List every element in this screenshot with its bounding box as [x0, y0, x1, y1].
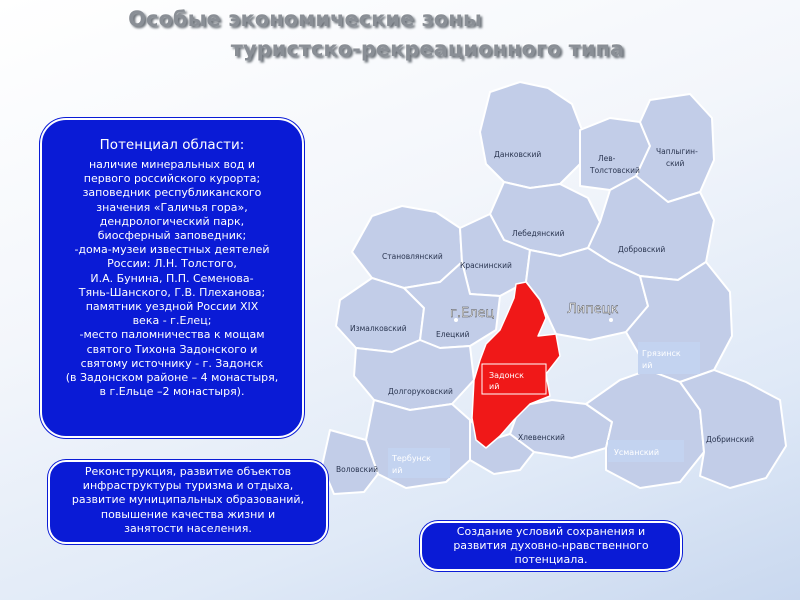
- preservation-line: развития духовно-нравственного: [453, 539, 649, 553]
- district-label-gryazinsky-2: ий: [642, 361, 653, 370]
- potential-line: века - г.Елец;: [132, 314, 212, 328]
- district-label-zadonsky-2: ий: [489, 382, 500, 391]
- district-label-lev-tolstovsky-2: Толстовский: [590, 166, 640, 175]
- potential-panel: [40, 118, 304, 438]
- district-label-gryazinsky-1: Грязинск: [642, 349, 681, 358]
- district-dankovsky: [480, 82, 582, 188]
- reconstruction-line: занятости населения.: [124, 521, 252, 535]
- district-label-chaplyginsky-2: ский: [666, 159, 685, 168]
- district-label-volovsky: Воловский: [336, 465, 378, 474]
- district-label-khlevensky: Хлевенский: [518, 433, 565, 442]
- potential-heading: Потенциал области:: [99, 137, 245, 153]
- reconstruction-line: Реконструкция, развитие объектов: [84, 465, 292, 478]
- preservation-line: потенциала.: [514, 553, 588, 567]
- potential-line: -дома-музеи известных деятелей: [74, 243, 270, 257]
- district-label-lev-tolstovsky-1: Лев-: [598, 154, 616, 163]
- district-label-dobrovsky: Добровский: [618, 245, 666, 254]
- district-label-terbunsky-1: Тербунск: [392, 454, 432, 463]
- district-label-eletsky: Елецкий: [436, 330, 470, 339]
- potential-line: памятник уездной России XIX: [85, 300, 259, 314]
- reconstruction-line: развитие муниципальных образований,: [71, 493, 305, 507]
- district-label-lebedyansky: Лебедянский: [512, 229, 565, 238]
- preservation-line: Создание условий сохранения и: [456, 525, 646, 538]
- potential-line: первого российского курорта;: [83, 172, 261, 186]
- potential-line: (в Задонском районе – 4 монастыря,: [65, 371, 279, 385]
- district-label-chaplyginsky-1: Чаплыгин-: [656, 147, 698, 156]
- potential-line: -место паломничества к мощам: [79, 328, 265, 342]
- potential-line: святого Тихона Задонского и: [86, 342, 258, 356]
- potential-line: Тянь-Шанского, Г.В. Плеханова;: [78, 285, 266, 299]
- city-label-elets: г.Елец: [450, 306, 495, 321]
- district-label-dankovsky: Данковский: [494, 150, 542, 159]
- district-label-dobrinsky: Добринский: [706, 435, 755, 444]
- district-label-krasninsky: Краснинский: [460, 261, 512, 270]
- potential-line: святому источнику - г. Задонск: [80, 356, 264, 370]
- district-label-stanovlyansky: Становлянский: [382, 252, 443, 261]
- potential-line: И.А. Бунина, П.П. Семенова-: [90, 271, 254, 285]
- slide-title: [0, 4, 800, 64]
- potential-line: дендрологический парк,: [99, 214, 245, 228]
- potential-line: в г.Ельце –2 монастыря).: [99, 385, 245, 399]
- potential-line: заповедник республиканского: [82, 186, 262, 200]
- district-label-usmansky: Усманский: [614, 448, 660, 457]
- district-label-terbunsky-2: ий: [392, 466, 403, 475]
- preservation-panel: [420, 521, 682, 571]
- potential-line: наличие минеральных вод и: [88, 158, 255, 171]
- reconstruction-line: инфраструктуры туризма и отдыха,: [82, 479, 294, 493]
- slide-title-line-1: Особые экономические зоны: [128, 7, 482, 31]
- reconstruction-line: повышение качества жизни и: [100, 507, 276, 521]
- district-label-izmalkovsky: Измалковский: [350, 324, 407, 333]
- potential-line: биосферный заповедник;: [97, 229, 247, 243]
- lipetsk-marker: [609, 318, 613, 322]
- potential-line: России: Л.Н. Толстого,: [107, 257, 237, 271]
- district-dolgorukovsky: [354, 340, 474, 410]
- slide-title-line-2: туристско-рекреационного типа: [230, 37, 625, 61]
- district-label-dolgorukovsky: Долгоруковский: [388, 387, 453, 396]
- district-label-zadonsky-1: Задонск: [489, 371, 524, 380]
- reconstruction-panel: [48, 460, 328, 544]
- city-label-lipetsk: Липецк: [567, 302, 619, 317]
- potential-line: значения «Галичья гора»,: [96, 200, 248, 214]
